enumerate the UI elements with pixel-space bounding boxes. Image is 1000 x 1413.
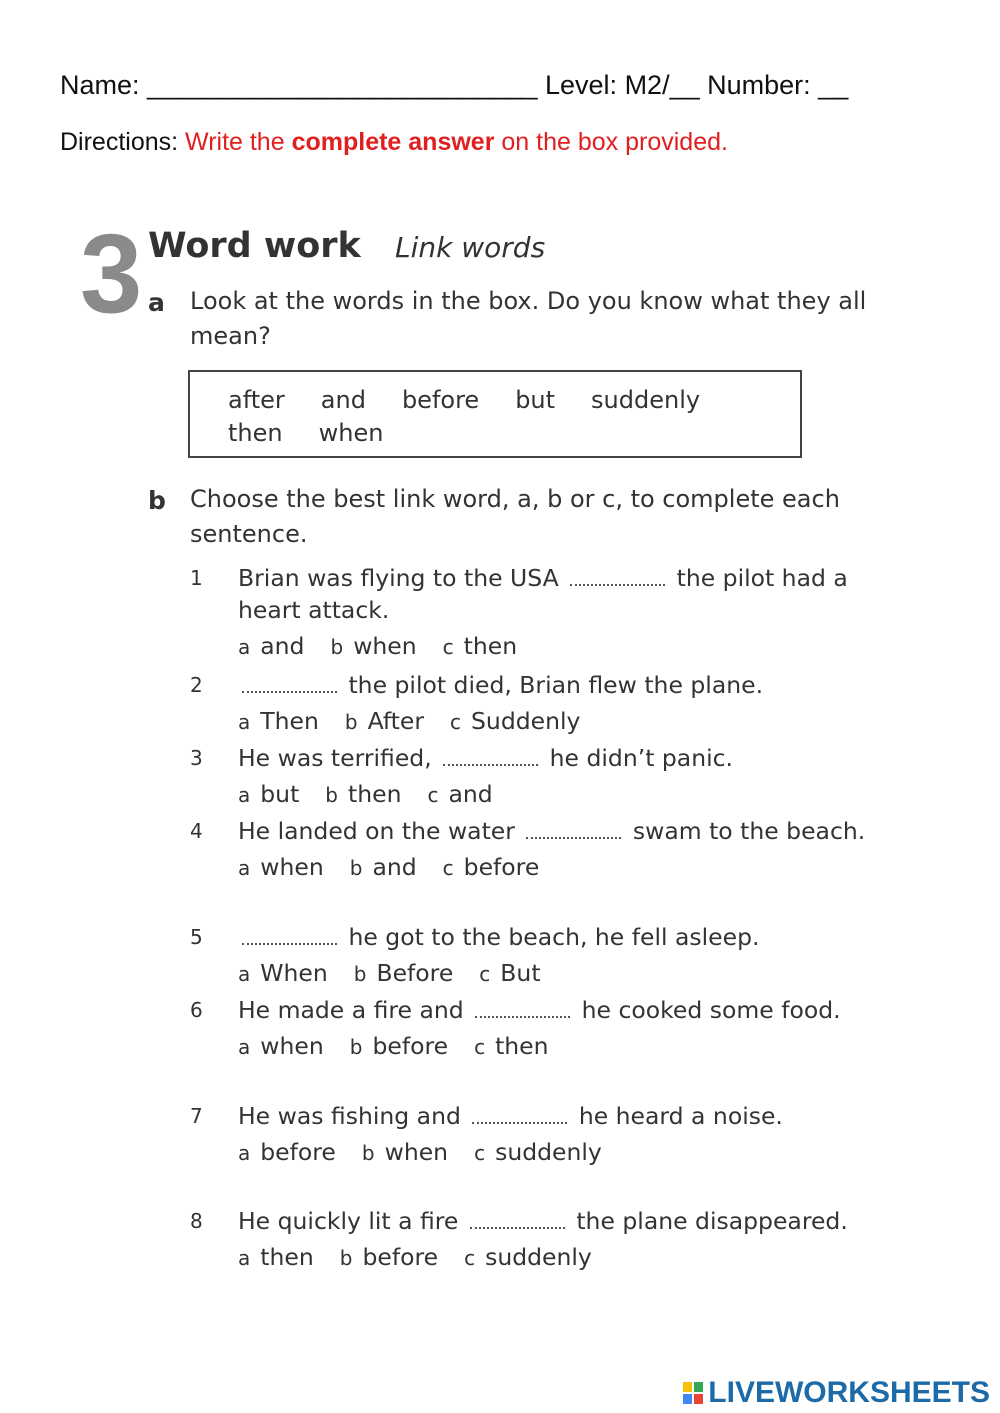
question-item — [190, 669, 890, 738]
answer-option — [354, 959, 454, 987]
question-sentence — [238, 815, 878, 847]
option-text: After — [367, 707, 425, 735]
word-box-word: suddenly — [591, 386, 701, 414]
question-number: 5 — [190, 925, 203, 949]
directions-label: Directions: — [60, 128, 179, 156]
answer-options — [238, 1030, 890, 1063]
word-box-word: before — [401, 386, 480, 414]
word-box-word: but — [515, 386, 556, 414]
answer-option — [238, 1032, 324, 1060]
question-sentence — [238, 1100, 878, 1132]
question-item — [190, 1205, 890, 1274]
option-text: and — [372, 853, 417, 881]
word-box-word: when — [318, 419, 384, 447]
option-letter: c — [427, 783, 439, 807]
option-letter: a — [238, 1141, 251, 1165]
question-sentence — [238, 562, 878, 626]
directions-emphasis: complete answer — [291, 128, 495, 156]
word-box-row-2 — [228, 417, 800, 450]
brand-text: LIVEWORKSHEETS — [708, 1376, 990, 1409]
directions-text-post: on the box provided. — [501, 128, 728, 156]
option-text: But — [500, 959, 541, 987]
liveworksheets-brand — [682, 1376, 990, 1410]
question-number: 7 — [190, 1104, 203, 1128]
option-text: before — [260, 1138, 336, 1166]
option-text: before — [372, 1032, 449, 1060]
option-letter: b — [349, 856, 363, 880]
answer-blank[interactable] — [242, 677, 337, 693]
sentence-start: He was terrified, — [238, 744, 440, 772]
option-letter: c — [464, 1246, 476, 1270]
answer-options — [238, 1136, 890, 1169]
answer-option — [238, 1243, 314, 1271]
option-letter: c — [442, 856, 454, 880]
option-text: When — [260, 959, 328, 987]
option-letter: c — [474, 1141, 486, 1165]
sentence-end: he heard a noise. — [571, 1102, 783, 1130]
answer-option — [450, 707, 580, 735]
option-text: when — [260, 1032, 324, 1060]
section-title — [148, 226, 545, 266]
option-text: then — [463, 632, 518, 660]
answer-options — [238, 851, 890, 884]
option-letter: b — [330, 635, 344, 659]
word-box-row-1 — [228, 384, 800, 417]
answer-options — [238, 630, 890, 663]
option-text: when — [260, 853, 324, 881]
section-number: 3 — [80, 211, 143, 336]
level-value[interactable]: M2/__ — [624, 70, 700, 100]
option-text: and — [448, 780, 493, 808]
answer-option — [350, 1032, 448, 1060]
option-letter: c — [442, 635, 454, 659]
sentence-start: He quickly lit a fire — [238, 1207, 466, 1235]
sentence-start: He was fishing and — [238, 1102, 469, 1130]
part-b-instruction: Choose the best link word, a, b or c, to complete each sentence. — [190, 485, 840, 548]
question-number: 4 — [190, 819, 203, 843]
option-letter: c — [474, 1035, 486, 1059]
answer-option — [238, 1138, 336, 1166]
answer-option — [474, 1032, 548, 1060]
answer-options — [238, 957, 890, 990]
answer-option — [238, 780, 299, 808]
directions-text-pre: Write the — [185, 128, 285, 156]
option-letter: b — [349, 1035, 363, 1059]
question-item — [190, 1100, 890, 1169]
word-box-word: after — [228, 386, 285, 414]
part-a-instruction: Look at the words in the box. Do you know what they all mean? — [190, 287, 867, 350]
option-letter: a — [238, 962, 251, 986]
question-item — [190, 562, 890, 663]
answer-option — [479, 959, 540, 987]
answer-option — [238, 853, 324, 881]
sentence-start: He made a fire and — [238, 996, 472, 1024]
section-title-text: Word work — [148, 226, 361, 266]
answer-option — [238, 632, 304, 660]
question-sentence — [238, 1205, 878, 1237]
number-blank[interactable]: __ — [818, 70, 849, 100]
option-text: Suddenly — [471, 707, 581, 735]
answer-options — [238, 1241, 890, 1274]
option-letter: c — [450, 710, 462, 734]
sentence-end: the pilot had a heart attack. — [238, 564, 848, 624]
answer-blank[interactable] — [475, 1002, 570, 1018]
answer-blank[interactable] — [443, 750, 538, 766]
answer-option — [443, 632, 517, 660]
option-letter: c — [479, 962, 491, 986]
option-text: Before — [376, 959, 454, 987]
option-text: when — [384, 1138, 449, 1166]
sentence-end: he got to the beach, he fell asleep. — [341, 923, 760, 951]
question-number: 6 — [190, 998, 203, 1022]
option-letter: a — [238, 1035, 251, 1059]
option-letter: a — [238, 783, 251, 807]
sentence-start: Brian was flying to the USA — [238, 564, 567, 592]
name-blank[interactable]: __________________________ — [147, 70, 538, 100]
answer-option — [362, 1138, 448, 1166]
sentence-end: he cooked some food. — [574, 996, 841, 1024]
directions-line — [60, 128, 728, 157]
option-text: suddenly — [485, 1243, 592, 1271]
answer-option — [443, 853, 540, 881]
option-letter: b — [339, 1246, 353, 1270]
question-sentence — [238, 994, 878, 1026]
option-letter: b — [361, 1141, 375, 1165]
sentence-end: he didn’t panic. — [542, 744, 734, 772]
answer-blank[interactable] — [470, 1213, 565, 1229]
answer-option — [474, 1138, 602, 1166]
sentence-end: the plane disappeared. — [568, 1207, 848, 1235]
option-text: then — [495, 1032, 549, 1060]
option-letter: a — [238, 710, 251, 734]
option-letter: b — [325, 783, 338, 807]
answer-option — [427, 780, 492, 808]
question-sentence — [238, 921, 878, 953]
question-number: 3 — [190, 746, 203, 770]
answer-option — [325, 780, 401, 808]
answer-option — [238, 707, 319, 735]
question-number: 8 — [190, 1209, 203, 1233]
option-letter: a — [238, 1246, 251, 1270]
word-box-word: then — [228, 419, 283, 447]
option-text: when — [353, 632, 417, 660]
part-b-letter: b — [148, 486, 166, 515]
name-level-number-line — [60, 70, 848, 101]
answer-option — [345, 707, 424, 735]
option-text: before — [362, 1243, 439, 1271]
sentence-end: swam to the beach. — [625, 817, 866, 845]
question-sentence — [238, 669, 878, 701]
answer-option — [464, 1243, 592, 1271]
level-label: Level: — [544, 70, 618, 100]
answer-option — [330, 632, 416, 660]
answer-blank[interactable] — [526, 823, 621, 839]
option-text: suddenly — [495, 1138, 602, 1166]
option-letter: b — [353, 962, 367, 986]
question-item — [190, 742, 890, 811]
liveworksheets-logo-icon — [682, 1380, 704, 1406]
option-letter: a — [238, 856, 251, 880]
option-text: and — [260, 632, 305, 660]
question-item — [190, 994, 890, 1063]
option-text: before — [463, 853, 540, 881]
word-box-word: and — [320, 386, 366, 414]
number-label: Number: — [707, 70, 811, 100]
question-number: 2 — [190, 673, 203, 697]
answer-option — [350, 853, 417, 881]
option-letter: a — [238, 635, 251, 659]
answer-option — [340, 1243, 438, 1271]
answer-options — [238, 778, 890, 811]
option-text: then — [348, 780, 402, 808]
answer-option — [238, 959, 328, 987]
answer-blank[interactable] — [472, 1108, 567, 1124]
option-text: Then — [260, 707, 319, 735]
name-label: Name: — [60, 70, 140, 100]
word-box — [188, 370, 802, 458]
question-sentence — [238, 742, 878, 774]
option-text: but — [260, 780, 300, 808]
part-a-letter: a — [148, 288, 165, 317]
sentence-end: the pilot died, Brian flew the plane. — [341, 671, 764, 699]
question-item — [190, 921, 890, 990]
section-subtitle: Link words — [395, 231, 546, 264]
option-letter: b — [344, 710, 358, 734]
sentence-start: He landed on the water — [238, 817, 523, 845]
question-number: 1 — [190, 566, 203, 590]
option-text: then — [260, 1243, 314, 1271]
answer-blank[interactable] — [570, 570, 665, 586]
answer-blank[interactable] — [242, 929, 337, 945]
answer-options — [238, 705, 890, 738]
question-item — [190, 815, 890, 884]
